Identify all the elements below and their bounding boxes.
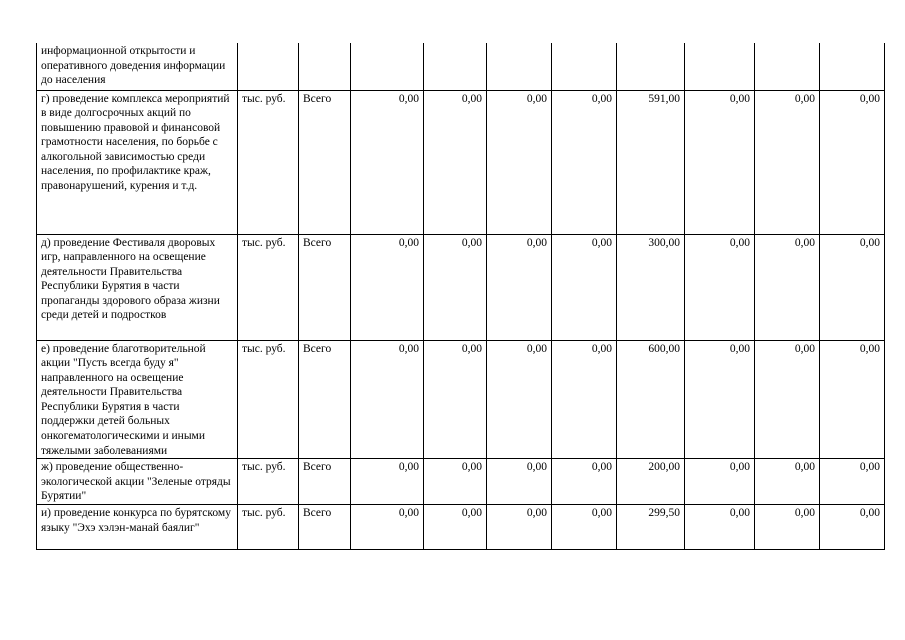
row-unit: тыс. руб. xyxy=(238,459,299,505)
budget-table xyxy=(36,43,885,550)
value-cell: 0,00 xyxy=(487,90,552,234)
value-cell xyxy=(552,43,617,90)
value-cell: 0,00 xyxy=(351,234,424,340)
table-body xyxy=(37,43,885,550)
value-cell: 200,00 xyxy=(617,459,685,505)
row-unit: тыс. руб. xyxy=(238,505,299,550)
value-cell xyxy=(820,43,885,90)
value-cell: 0,00 xyxy=(755,234,820,340)
value-cell: 0,00 xyxy=(424,505,487,550)
value-cell: 600,00 xyxy=(617,340,685,459)
row-funding-type: Всего xyxy=(299,234,351,340)
value-cell xyxy=(755,43,820,90)
value-cell: 0,00 xyxy=(820,340,885,459)
value-cell: 0,00 xyxy=(487,340,552,459)
value-cell: 0,00 xyxy=(685,459,755,505)
table-row xyxy=(37,459,885,505)
value-cell: 0,00 xyxy=(820,234,885,340)
value-cell: 0,00 xyxy=(487,234,552,340)
row-description: г) проведение комплекса мероприятий в виде долгосрочных акций по повышению правовой и финансовой грамотности населения, по борьбе с алкогольной зависимостью среди населения, по профилактике краж, правонарушений, курения и т.д. xyxy=(37,90,238,234)
row-funding-type: Всего xyxy=(299,340,351,459)
value-cell: 0,00 xyxy=(820,459,885,505)
value-cell: 0,00 xyxy=(755,90,820,234)
row-description: информационной открытости и оперативного доведения информации до населения xyxy=(37,43,238,90)
row-description: ж) проведение общественно-экологической акции "Зеленые отряды Бурятии" xyxy=(37,459,238,505)
value-cell: 299,50 xyxy=(617,505,685,550)
value-cell: 0,00 xyxy=(351,90,424,234)
table-row xyxy=(37,505,885,550)
value-cell: 0,00 xyxy=(685,234,755,340)
row-unit: тыс. руб. xyxy=(238,90,299,234)
row-unit: тыс. руб. xyxy=(238,234,299,340)
value-cell: 0,00 xyxy=(755,459,820,505)
value-cell: 0,00 xyxy=(424,340,487,459)
row-funding-type xyxy=(299,43,351,90)
value-cell xyxy=(617,43,685,90)
row-funding-type: Всего xyxy=(299,90,351,234)
table-row xyxy=(37,90,885,234)
value-cell: 0,00 xyxy=(552,90,617,234)
row-unit: тыс. руб. xyxy=(238,340,299,459)
row-description: и) проведение конкурса по бурятскому языку "Эхэ хэлэн-манай баялиг" xyxy=(37,505,238,550)
value-cell: 0,00 xyxy=(424,234,487,340)
row-unit xyxy=(238,43,299,90)
value-cell: 0,00 xyxy=(351,505,424,550)
value-cell: 0,00 xyxy=(685,90,755,234)
value-cell: 0,00 xyxy=(487,459,552,505)
value-cell: 0,00 xyxy=(755,505,820,550)
row-funding-type: Всего xyxy=(299,505,351,550)
value-cell: 0,00 xyxy=(424,459,487,505)
value-cell xyxy=(685,43,755,90)
value-cell xyxy=(424,43,487,90)
value-cell: 0,00 xyxy=(755,340,820,459)
value-cell: 0,00 xyxy=(820,505,885,550)
value-cell xyxy=(487,43,552,90)
value-cell: 0,00 xyxy=(685,505,755,550)
value-cell xyxy=(351,43,424,90)
value-cell: 0,00 xyxy=(552,505,617,550)
value-cell: 0,00 xyxy=(552,459,617,505)
value-cell: 0,00 xyxy=(351,340,424,459)
value-cell: 0,00 xyxy=(685,340,755,459)
value-cell: 0,00 xyxy=(351,459,424,505)
row-description: д) проведение Фестиваля дворовых игр, направленного на освещение деятельности Правительства Республики Бурятия в части пропаганды здорового образа жизни среди детей и подростков xyxy=(37,234,238,340)
table-row xyxy=(37,340,885,459)
value-cell: 0,00 xyxy=(820,90,885,234)
value-cell: 0,00 xyxy=(487,505,552,550)
value-cell: 300,00 xyxy=(617,234,685,340)
value-cell: 591,00 xyxy=(617,90,685,234)
value-cell: 0,00 xyxy=(552,340,617,459)
table-row xyxy=(37,234,885,340)
value-cell: 0,00 xyxy=(424,90,487,234)
table-row xyxy=(37,43,885,90)
row-funding-type: Всего xyxy=(299,459,351,505)
row-description: е) проведение благотворительной акции "Пусть всегда буду я" направленного на освещение деятельности Правительства Республики Бурятия в части поддержки детей больных онкогематологическими и иными тяжелыми заболеваниями xyxy=(37,340,238,459)
value-cell: 0,00 xyxy=(552,234,617,340)
